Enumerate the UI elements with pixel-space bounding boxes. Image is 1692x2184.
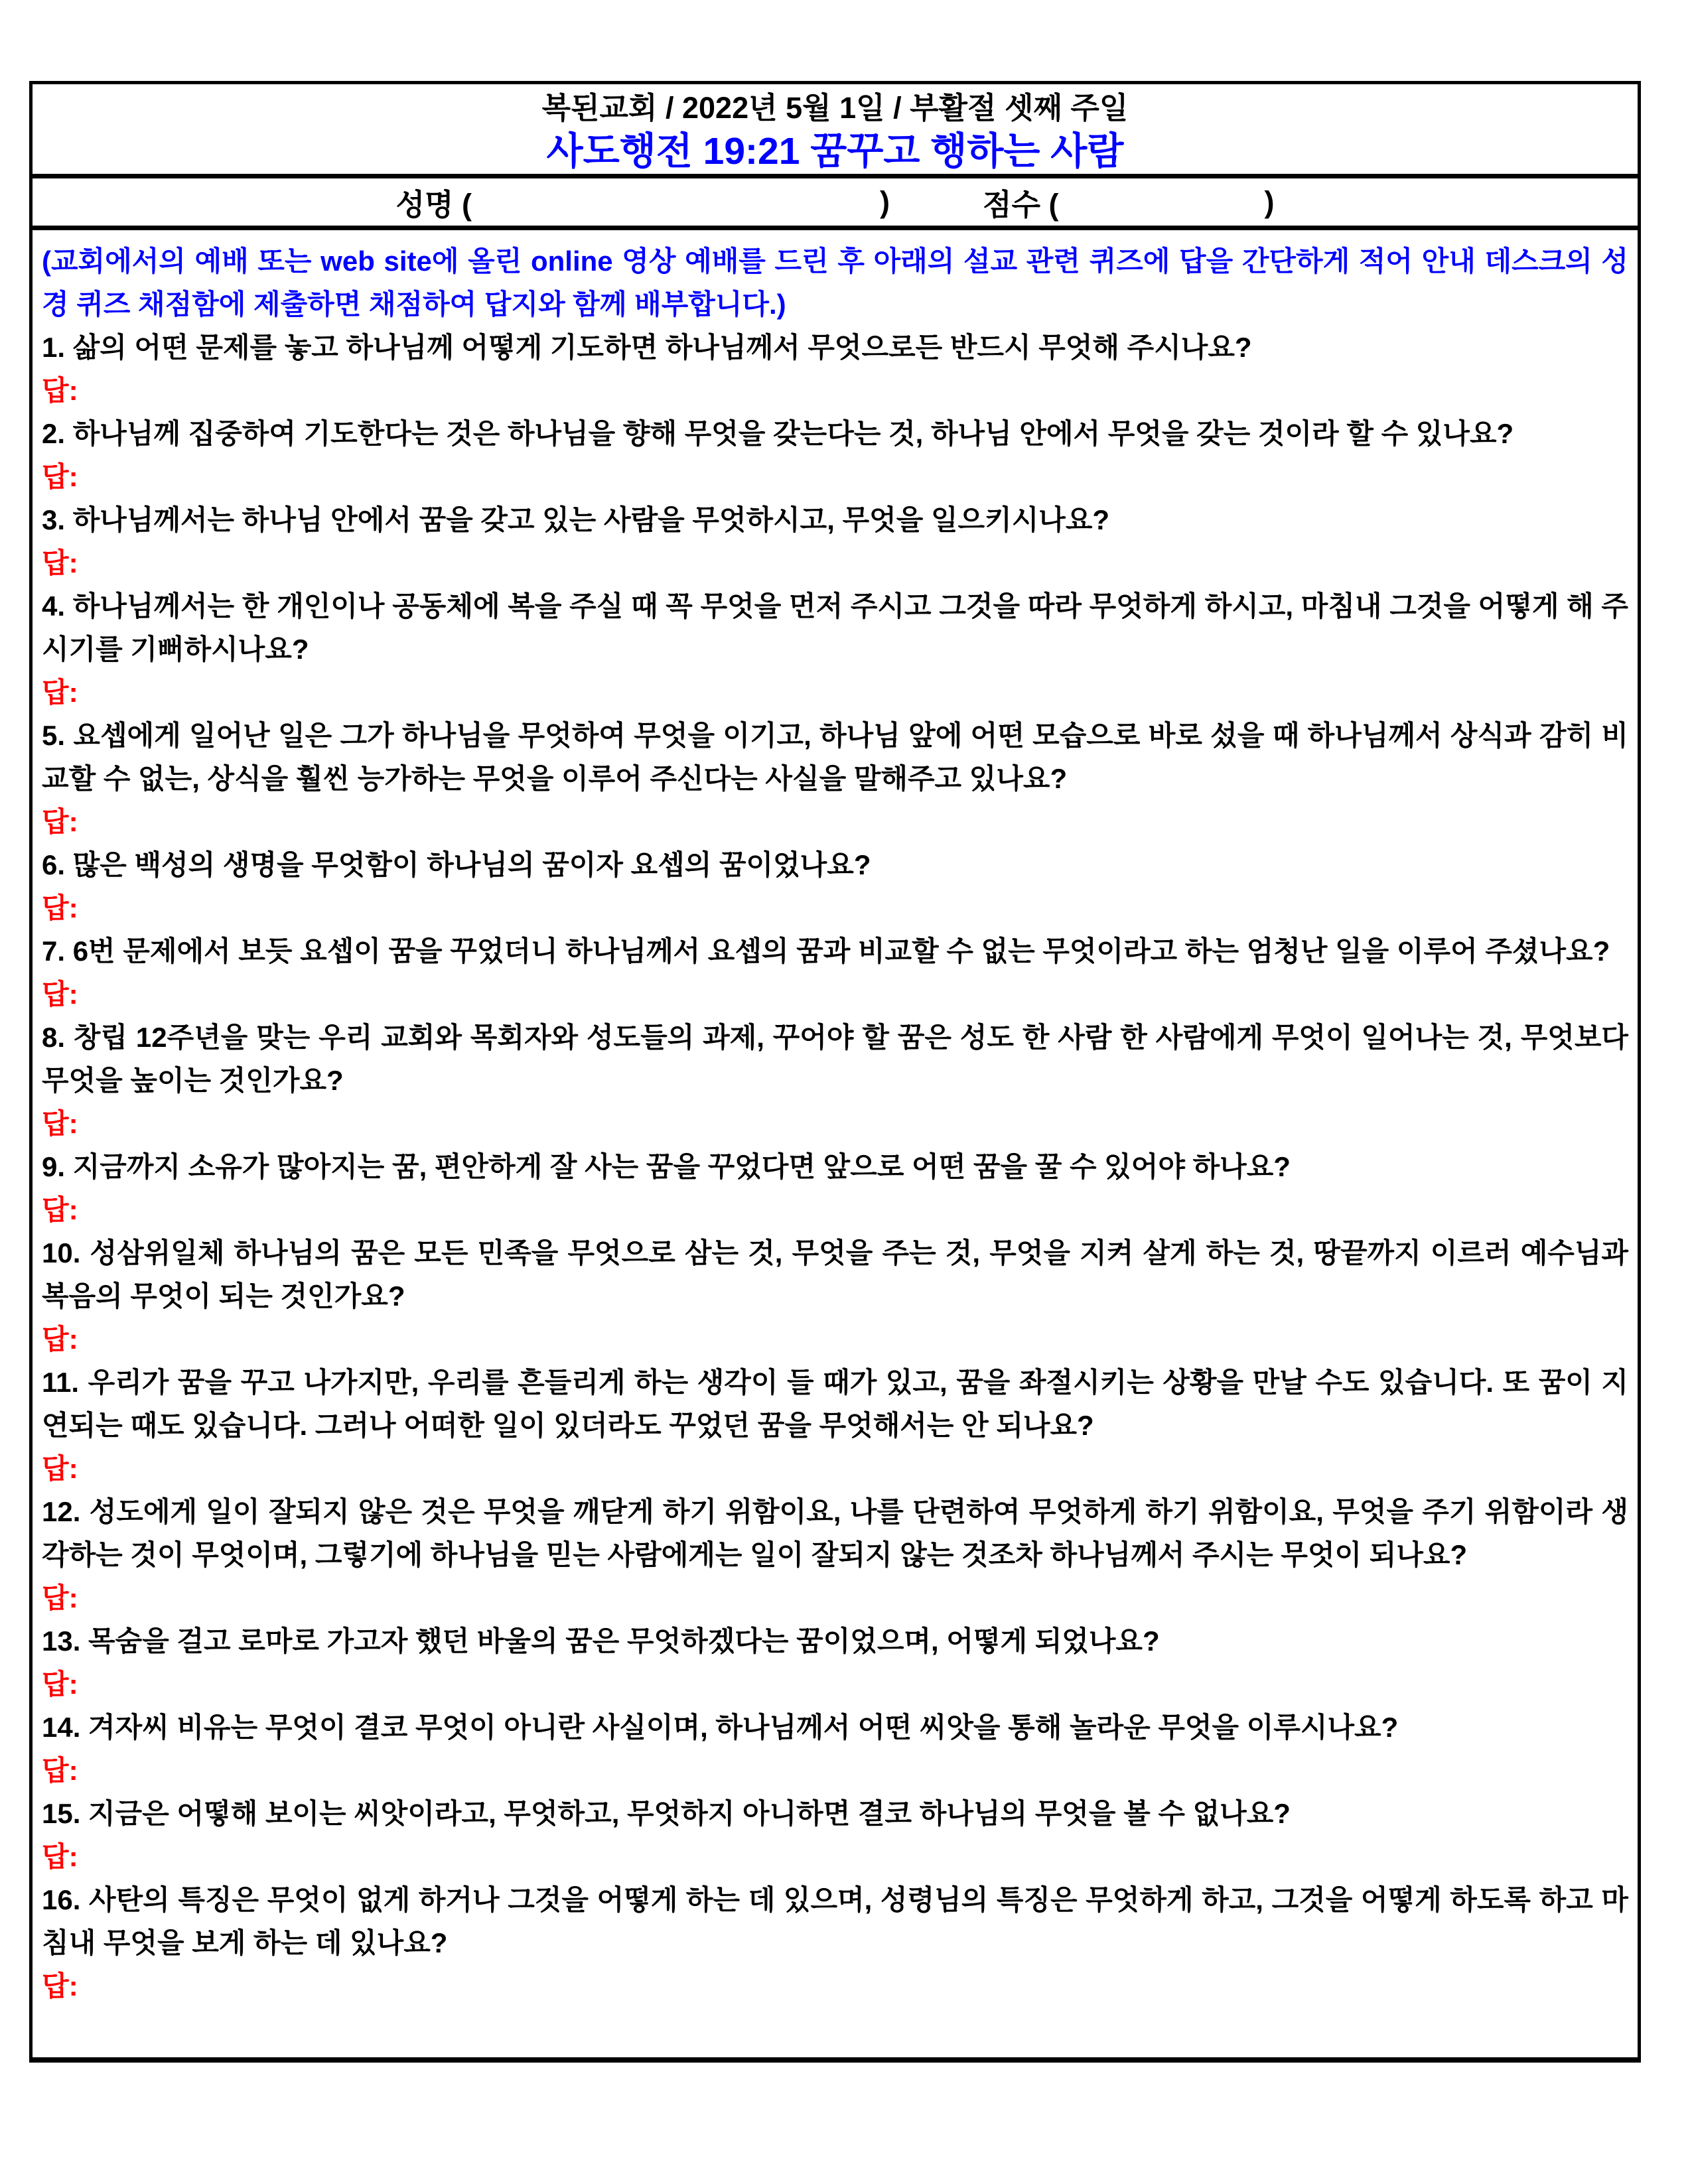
- question-item: [42, 929, 1628, 1016]
- question-item: [42, 1231, 1628, 1361]
- quiz-body: [33, 230, 1638, 2008]
- question-item: [42, 1361, 1628, 1490]
- name-label: 성명 (: [395, 188, 472, 222]
- answer-label: 답:: [42, 979, 78, 1010]
- answer-label: 답:: [42, 806, 78, 837]
- sheet-header: [33, 84, 1638, 178]
- name-score-row: [33, 178, 1638, 230]
- question-text: 13. 목숨을 걸고 로마로 가고자 했던 바울의 꿈은 무엇하겠다는 꿈이었으며, 어떻게 되었나요?: [42, 1625, 1160, 1657]
- question-item: [42, 1619, 1628, 1706]
- answer-label: 답:: [42, 461, 78, 492]
- answer-label: 답:: [42, 892, 78, 923]
- answer-label: 답:: [42, 1453, 78, 1484]
- question-item: [42, 584, 1628, 714]
- question-item: [42, 498, 1628, 584]
- instructions-text: (교회에서의 예배 또는 web site에 올린 online 영상 예배를 드린 후 아래의 설교 관련 퀴즈에 답을 간단하게 적어 안내 데스크의 성경 퀴즈 채점함에 제출하면 채점하여 답지와 함께 배부합니다.): [42, 245, 1628, 320]
- question-item: [42, 1145, 1628, 1231]
- church-date-line: 복된교회 / 2022년 5월 1일 / 부활절 셋째 주일: [541, 91, 1129, 125]
- answer-label: 답:: [42, 375, 78, 406]
- question-item: [42, 1490, 1628, 1619]
- question-text: 8. 창립 12주년을 맞는 우리 교회와 목회자와 성도들의 과제, 꾸어야 할 꿈은 성도 한 사람 한 사람에게 무엇이 일어나는 것, 무엇보다 무엇을 높이는 것인가요?: [42, 1022, 1628, 1096]
- question-item: [42, 843, 1628, 929]
- answer-label: 답:: [42, 1582, 78, 1613]
- question-text: 4. 하나님께서는 한 개인이나 공동체에 복을 주실 때 꼭 무엇을 먼저 주시고 그것을 따라 무엇하게 하시고, 마침내 그것을 어떻게 해 주시기를 기뻐하시나요?: [42, 590, 1628, 665]
- question-item: [42, 1016, 1628, 1145]
- question-text: 7. 6번 문제에서 보듯 요셉이 꿈을 꾸었더니 하나님께서 요셉의 꿈과 비교할 수 없는 무엇이라고 하는 엄청난 일을 이루어 주셨나요?: [42, 935, 1610, 967]
- question-text: 16. 사탄의 특징은 무엇이 없게 하거나 그것을 어떻게 하는 데 있으며, 성령님의 특징은 무엇하게 하고, 그것을 어떻게 하도록 하고 마침내 무엇을 보게 하는 데 있나요?: [42, 1884, 1628, 1958]
- answer-label: 답:: [42, 1108, 78, 1139]
- page-title: 사도행전 19:21 꿈꾸고 행하는 사람: [546, 130, 1124, 172]
- answer-label: 답:: [42, 1970, 78, 2002]
- question-item: [42, 1878, 1628, 2008]
- answer-label: 답:: [42, 1669, 78, 1700]
- question-item: [42, 1792, 1628, 1878]
- question-text: 9. 지금까지 소유가 많아지는 꿈, 편안하게 잘 사는 꿈을 꾸었다면 앞으로 어떤 꿈을 꿀 수 있어야 하나요?: [42, 1151, 1291, 1182]
- question-text: 6. 많은 백성의 생명을 무엇함이 하나님의 꿈이자 요셉의 꿈이었나요?: [42, 849, 871, 880]
- question-text: 3. 하나님께서는 하나님 안에서 꿈을 갖고 있는 사람을 무엇하시고, 무엇을 일으키시나요?: [42, 504, 1110, 535]
- question-item: [42, 714, 1628, 843]
- score-label: 점수 (: [983, 188, 1059, 222]
- answer-label: 답:: [42, 677, 78, 708]
- quiz-sheet: [29, 81, 1641, 2063]
- answer-label: 답:: [42, 1841, 78, 1872]
- question-item: [42, 1706, 1628, 1792]
- answer-label: 답:: [42, 1194, 78, 1225]
- score-close-paren: ): [1264, 184, 1275, 219]
- question-text: 15. 지금은 어떻해 보이는 씨앗이라고, 무엇하고, 무엇하지 아니하면 결코 하나님의 무엇을 볼 수 없나요?: [42, 1798, 1291, 1829]
- question-text: 10. 성삼위일체 하나님의 꿈은 모든 민족을 무엇으로 삼는 것, 무엇을 주는 것, 무엇을 지켜 살게 하는 것, 땅끝까지 이르러 예수님과 복음의 무엇이 되는 것인가요?: [42, 1237, 1628, 1312]
- question-item: [42, 326, 1628, 412]
- question-text: 1. 삶의 어떤 문제를 놓고 하나님께 어떻게 기도하면 하나님께서 무엇으로든 반드시 무엇해 주시나요?: [42, 332, 1252, 363]
- question-item: [42, 412, 1628, 498]
- question-text: 14. 겨자씨 비유는 무엇이 결코 무엇이 아니란 사실이며, 하나님께서 어떤 씨앗을 통해 놀라운 무엇을 이루시나요?: [42, 1712, 1399, 1743]
- answer-label: 답:: [42, 547, 78, 579]
- answer-label: 답:: [42, 1755, 78, 1786]
- question-text: 5. 요셉에게 일어난 일은 그가 하나님을 무엇하여 무엇을 이기고, 하나님 앞에 어떤 모습으로 바로 섰을 때 하나님께서 상식과 감히 비교할 수 없는, 상식을 훨씬 능가하는 무엇을 이루어 주신다는 사실을 말해주고 있나요?: [42, 720, 1628, 794]
- name-close-paren: ): [880, 184, 890, 219]
- question-text: 12. 성도에게 일이 잘되지 않은 것은 무엇을 깨닫게 하기 위함이요, 나를 단련하여 무엇하게 하기 위함이요, 무엇을 주기 위함이라 생각하는 것이 무엇이며, 그렇기에 하나님을 믿는 사람에게는 일이 잘되지 않는 것조차 하나님께서 주시는 무엇이 되나요?: [42, 1496, 1628, 1570]
- question-text: 11. 우리가 꿈을 꾸고 나가지만, 우리를 흔들리게 하는 생각이 들 때가 있고, 꿈을 좌절시키는 상황을 만날 수도 있습니다. 또 꿈이 지연되는 때도 있습니다. 그러나 어떠한 일이 있더라도 꾸었던 꿈을 무엇해서는 안 되나요?: [42, 1367, 1628, 1441]
- answer-label: 답:: [42, 1324, 78, 1355]
- question-text: 2. 하나님께 집중하여 기도한다는 것은 하나님을 향해 무엇을 갖는다는 것, 하나님 안에서 무엇을 갖는 것이라 할 수 있나요?: [42, 418, 1514, 449]
